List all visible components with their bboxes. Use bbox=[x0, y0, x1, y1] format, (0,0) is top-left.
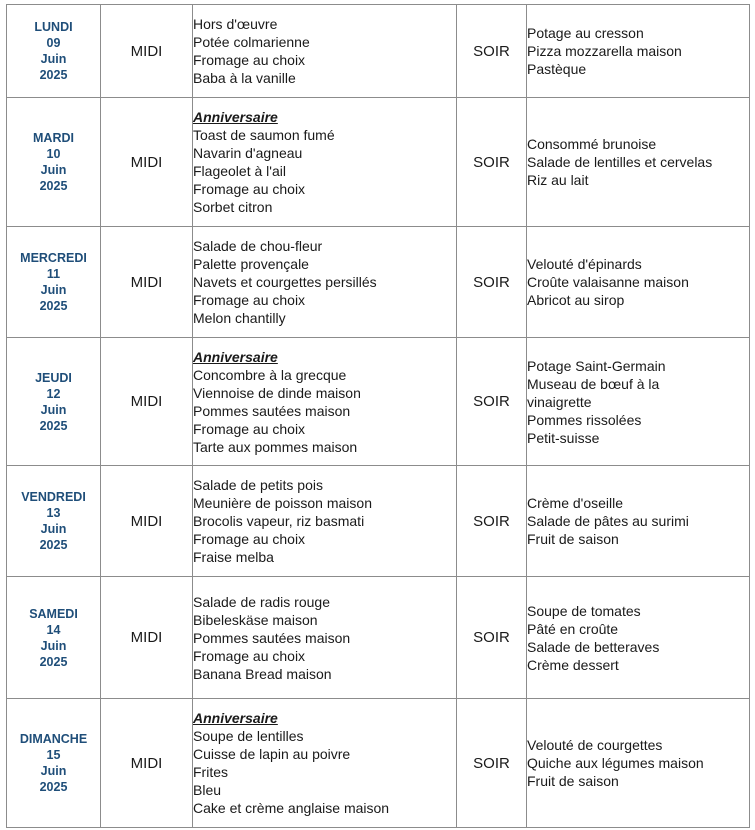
dinner-dish: Velouté de courgettes bbox=[527, 737, 663, 753]
midi-label: MIDI bbox=[101, 5, 193, 98]
midi-label: MIDI bbox=[101, 338, 193, 466]
midi-label: MIDI bbox=[101, 227, 193, 338]
day-year: 2025 bbox=[39, 538, 68, 552]
day-cell bbox=[7, 699, 101, 828]
lunch-dish: Navarin d'agneau bbox=[193, 145, 303, 161]
lunch-dishes bbox=[193, 577, 457, 699]
lunch-dish: Pommes sautées maison bbox=[193, 629, 351, 646]
dinner-dish: Pâté en croûte bbox=[527, 620, 619, 637]
lunch-dish: Flageolet à l'ail bbox=[193, 163, 286, 179]
soir-label: SOIR bbox=[457, 98, 527, 227]
lunch-dishes bbox=[193, 466, 457, 577]
day-name: VENDREDI bbox=[21, 490, 86, 504]
lunch-dish: Meunière de poisson maison bbox=[193, 495, 372, 511]
day-date: 14 bbox=[46, 622, 61, 637]
dinner-dish: Pommes rissolées bbox=[527, 411, 642, 428]
day-cell bbox=[7, 338, 101, 466]
day-cell bbox=[7, 5, 101, 98]
anniversary-label: Anniversaire bbox=[193, 710, 278, 726]
anniversary-label: Anniversaire bbox=[193, 109, 278, 125]
dinner-dishes bbox=[527, 338, 750, 466]
day-row bbox=[7, 699, 750, 828]
dinner-dish: Abricot au sirop bbox=[527, 292, 625, 308]
lunch-dish: Fromage au choix bbox=[193, 292, 306, 308]
dinner-dish: Salade de pâtes au surimi bbox=[527, 513, 689, 529]
weekly-menu-table bbox=[6, 4, 750, 828]
midi-label: MIDI bbox=[101, 98, 193, 227]
lunch-dish: Toast de saumon fumé bbox=[193, 127, 335, 143]
dinner-dish: Crème dessert bbox=[527, 656, 619, 673]
lunch-dishes bbox=[193, 98, 457, 227]
dinner-dish: Pastèque bbox=[527, 61, 587, 77]
day-year: 2025 bbox=[39, 179, 68, 193]
dinner-dish: Pizza mozzarella maison bbox=[527, 43, 682, 59]
day-date: 09 bbox=[46, 36, 61, 50]
lunch-dish: Banana Bread maison bbox=[193, 665, 332, 682]
dinner-dish: Salade de betteraves bbox=[527, 638, 660, 655]
day-cell bbox=[7, 466, 101, 577]
soir-label: SOIR bbox=[457, 466, 527, 577]
dinner-dish: Crème d'oseille bbox=[527, 495, 624, 511]
day-year: 2025 bbox=[39, 654, 68, 669]
lunch-dish: Tarte aux pommes maison bbox=[193, 438, 358, 455]
lunch-dish: Frites bbox=[193, 764, 228, 780]
dinner-dish: vinaigrette bbox=[527, 393, 592, 410]
anniversary-label: Anniversaire bbox=[193, 348, 278, 365]
day-row bbox=[7, 338, 750, 466]
soir-label: SOIR bbox=[457, 227, 527, 338]
lunch-dish: Salade de radis rouge bbox=[193, 593, 330, 610]
lunch-dish: Palette provençale bbox=[193, 256, 309, 272]
lunch-dish: Melon chantilly bbox=[193, 310, 286, 326]
lunch-dish: Fromage au choix bbox=[193, 420, 306, 437]
dinner-dishes bbox=[527, 466, 750, 577]
day-month: Juin bbox=[40, 52, 67, 66]
day-cell bbox=[7, 227, 101, 338]
menu-body bbox=[7, 5, 750, 828]
day-row bbox=[7, 227, 750, 338]
day-year: 2025 bbox=[39, 780, 68, 794]
day-name: SAMEDI bbox=[29, 606, 78, 621]
day-month: Juin bbox=[40, 522, 67, 536]
day-row bbox=[7, 577, 750, 699]
dinner-dish: Consommé brunoise bbox=[527, 136, 657, 152]
day-date: 10 bbox=[46, 147, 61, 161]
lunch-dish: Salade de petits pois bbox=[193, 477, 323, 493]
day-cell bbox=[7, 577, 101, 699]
dinner-dish: Fruit de saison bbox=[527, 773, 619, 789]
day-name: MARDI bbox=[33, 131, 74, 145]
day-name: JEUDI bbox=[35, 370, 72, 385]
lunch-dishes bbox=[193, 227, 457, 338]
day-month: Juin bbox=[40, 764, 67, 778]
lunch-dishes bbox=[193, 338, 457, 466]
midi-label: MIDI bbox=[101, 577, 193, 699]
midi-label: MIDI bbox=[101, 699, 193, 828]
lunch-dish: Bibeleskäse maison bbox=[193, 611, 318, 628]
lunch-dish: Salade de chou-fleur bbox=[193, 238, 323, 254]
dinner-dish: Petit-suisse bbox=[527, 429, 600, 446]
dinner-dishes bbox=[527, 227, 750, 338]
dinner-dish: Potage au cresson bbox=[527, 25, 644, 41]
lunch-dishes bbox=[193, 5, 457, 98]
lunch-dish: Fromage au choix bbox=[193, 181, 306, 197]
day-year: 2025 bbox=[39, 299, 68, 313]
dinner-dish: Potage Saint-Germain bbox=[527, 357, 666, 374]
soir-label: SOIR bbox=[457, 5, 527, 98]
lunch-dish: Navets et courgettes persillés bbox=[193, 274, 377, 290]
lunch-dish: Fraise melba bbox=[193, 549, 274, 565]
day-name: LUNDI bbox=[34, 20, 73, 34]
day-name: MERCREDI bbox=[20, 251, 87, 265]
lunch-dish: Concombre à la grecque bbox=[193, 366, 347, 383]
lunch-dish: Baba à la vanille bbox=[193, 70, 296, 86]
day-date: 15 bbox=[46, 748, 61, 762]
day-month: Juin bbox=[40, 163, 67, 177]
dinner-dish: Croûte valaisanne maison bbox=[527, 274, 689, 290]
day-row bbox=[7, 5, 750, 98]
day-month: Juin bbox=[40, 283, 67, 297]
dinner-dishes bbox=[527, 699, 750, 828]
lunch-dish: Brocolis vapeur, riz basmati bbox=[193, 513, 365, 529]
day-date: 12 bbox=[46, 386, 61, 401]
dinner-dishes bbox=[527, 98, 750, 227]
soir-label: SOIR bbox=[457, 699, 527, 828]
lunch-dish: Fromage au choix bbox=[193, 531, 306, 547]
day-name: DIMANCHE bbox=[19, 732, 88, 746]
day-year: 2025 bbox=[39, 68, 68, 82]
dinner-dish: Quiche aux légumes maison bbox=[527, 755, 704, 771]
dinner-dishes bbox=[527, 5, 750, 98]
lunch-dish: Bleu bbox=[193, 782, 222, 798]
dinner-dish: Riz au lait bbox=[527, 172, 589, 188]
day-month: Juin bbox=[40, 402, 67, 417]
lunch-dishes bbox=[193, 699, 457, 828]
lunch-dish: Cuisse de lapin au poivre bbox=[193, 746, 351, 762]
soir-label: SOIR bbox=[457, 577, 527, 699]
day-month: Juin bbox=[40, 638, 67, 653]
lunch-dish: Sorbet citron bbox=[193, 199, 273, 215]
day-cell bbox=[7, 98, 101, 227]
lunch-dish: Hors d'œuvre bbox=[193, 16, 278, 32]
lunch-dish: Fromage au choix bbox=[193, 52, 306, 68]
day-row bbox=[7, 98, 750, 227]
lunch-dish: Fromage au choix bbox=[193, 647, 306, 664]
dinner-dish: Museau de bœuf à la bbox=[527, 375, 660, 392]
midi-label: MIDI bbox=[101, 466, 193, 577]
dinner-dishes bbox=[527, 577, 750, 699]
day-year: 2025 bbox=[39, 418, 68, 433]
lunch-dish: Potée colmarienne bbox=[193, 34, 310, 50]
day-date: 11 bbox=[46, 267, 61, 281]
lunch-dish: Cake et crème anglaise maison bbox=[193, 800, 390, 816]
soir-label: SOIR bbox=[457, 338, 527, 466]
lunch-dish: Pommes sautées maison bbox=[193, 402, 351, 419]
lunch-dish: Soupe de lentilles bbox=[193, 728, 304, 744]
lunch-dish: Viennoise de dinde maison bbox=[193, 384, 361, 401]
dinner-dish: Soupe de tomates bbox=[527, 602, 641, 619]
day-date: 13 bbox=[46, 506, 61, 520]
dinner-dish: Salade de lentilles et cervelas bbox=[527, 154, 713, 170]
dinner-dish: Velouté d'épinards bbox=[527, 256, 642, 272]
day-row bbox=[7, 466, 750, 577]
dinner-dish: Fruit de saison bbox=[527, 531, 619, 547]
